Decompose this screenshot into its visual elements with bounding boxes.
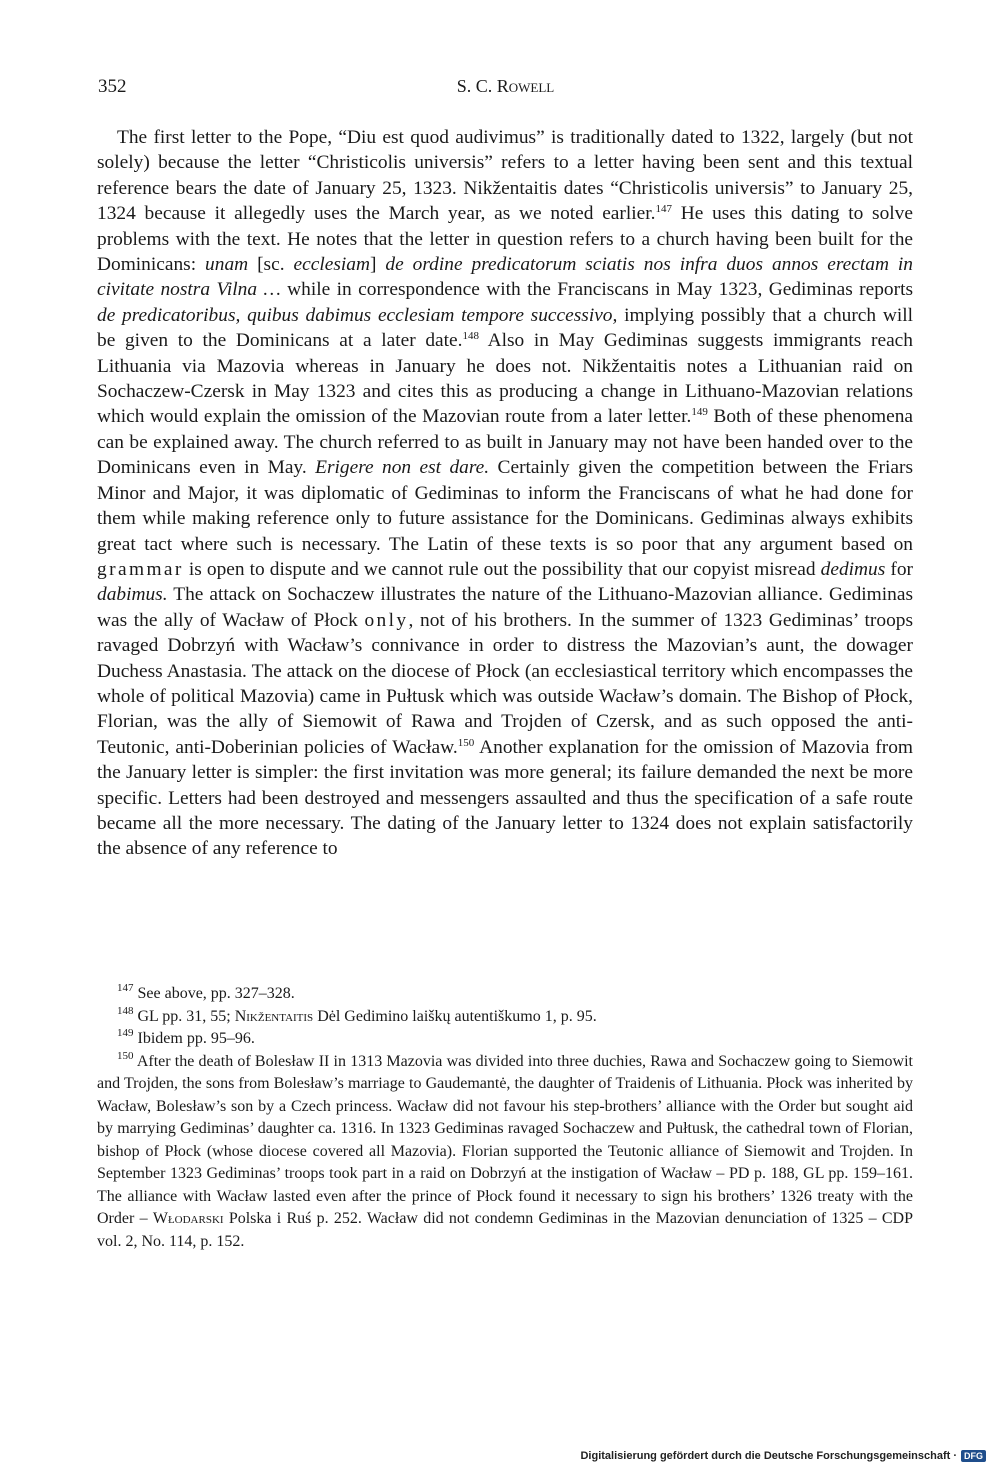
running-head-name: Rowell bbox=[496, 76, 555, 96]
latin-word: dabimus. bbox=[97, 584, 168, 606]
text-run: Both of these phenomena can be explained away. The church referred to as built in January may not have been handed over to the Dominicans even in May. bbox=[97, 406, 914, 479]
dfg-logo-icon: DFG bbox=[961, 1450, 986, 1462]
footnote-text: Dėl Gedimino laiškų autentiškumo 1, p. 95. bbox=[313, 1007, 597, 1025]
text-run: Certainly given the competition between the Friars Minor and Major, it was diplomatic of Gediminas to inform the Franciscans of what he had done for them while making reference only to future assistance for the Dominicans. Gediminas always exhibits great tact where such is necessary. The Latin of these texts is so poor that any argument based on bbox=[97, 457, 914, 555]
footnote-text: GL pp. 31, 55; bbox=[133, 1007, 235, 1025]
footnote-text: Polska i Ruś p. 252. Wacław did not condemn Gediminas in the Mazovian denunciation of 1325 – CDP vol. 2, No. 114, p. 152. bbox=[97, 1210, 914, 1250]
text-run: Another explanation for the omission of Mazovia from the January letter is simpler: the first invitation was more general; its failure demanded the next be more specific. Letters had been destroyed and messengers assaulted and thus the specification of a safe route became all the more necessary. The dating of the January letter to 1324 does not explain satisfactorily the absence of any reference to bbox=[97, 736, 913, 860]
text-run: , not of his brothers. In the summer of 1323 Gediminas’ troops ravaged Dobrzyń with Wacław’s connivance in order to distress the Mazovian’s aunt, the dowager Duchess Anastasia. The attack on the diocese of Płock (an ecclesiastical territory which encompasses the whole of political Mazovia) came in Pułtusk which was outside Wacław’s domain. The Bishop of Płock, Florian, was the ally of Siemowit of Rawa and Trojden of Czersk, and as such opposed the anti-Teutonic, anti-Doberinian policies of Wacław. bbox=[97, 609, 914, 758]
footnote-149 bbox=[97, 1028, 913, 1051]
text-run: while in correspondence with the Franciscans in May 1323, Gediminas reports bbox=[280, 279, 914, 301]
footnote-number: 148 bbox=[117, 1004, 134, 1017]
text-run: He uses this dating to solve problems with the text. He notes that the letter in question refers to a church having been built for the Dominicans: bbox=[97, 203, 913, 276]
latin-quote: de ordine predicatorum sciatis nos infra duos annos erectam in civitate nostra Vilna … bbox=[97, 254, 913, 301]
spaced-word: grammar bbox=[97, 558, 184, 580]
footnote-text: See above, pp. 327–328. bbox=[133, 985, 295, 1002]
latin-quote: ecclesiam bbox=[293, 254, 370, 276]
running-head bbox=[98, 76, 913, 97]
footnote-148 bbox=[97, 1006, 913, 1029]
footnote-147 bbox=[97, 983, 913, 1006]
text-run: for bbox=[885, 558, 913, 580]
footnote-ref-147: 147 bbox=[655, 203, 672, 216]
text-run: [sc. bbox=[248, 254, 294, 276]
footnote-150 bbox=[97, 1051, 913, 1254]
body-paragraph bbox=[97, 125, 913, 862]
latin-quote: de predicatoribus, quibus dabimus ecclesiam tempore successivo, bbox=[97, 304, 618, 326]
digitization-text: Digitalisierung gefördert durch die Deutsche Forschungsgemeinschaft · bbox=[580, 1450, 957, 1462]
text-run: The first letter to the Pope, “Diu est quod audivimus” is traditionally dated to 1322, largely (but not solely) because the letter “Christicolis universis” refers to a letter having been sent and this textual reference bears the date of January 25, 1323. Nikžentaitis dates “Christicolis universis” to January 25, 1324 because it allegedly uses the March year, as we noted earlier. bbox=[97, 127, 913, 225]
text-run: Also in May Gediminas suggests immigrants reach Lithuania via Mazovia whereas in January he does not. Nikžentaitis notes a Lithuanian raid on Sochaczew-Czersk in May 1323 and cites this as producing a change in Lithuano-Mazovian relations which would explain the omission of the Mazovian route from a later letter. bbox=[97, 330, 913, 428]
running-head-initials: S. C. bbox=[456, 76, 497, 96]
text-run: ] bbox=[369, 254, 386, 276]
footnotes bbox=[97, 983, 913, 1253]
footnote-number: 150 bbox=[117, 1049, 134, 1062]
latin-quote: unam bbox=[205, 254, 249, 276]
spaced-word: only bbox=[364, 609, 409, 631]
digitization-credit bbox=[580, 1450, 986, 1462]
text-run: implying possibly that a church will be given to the Dominicans at a later date. bbox=[97, 304, 913, 352]
page-number: 352 bbox=[98, 76, 127, 97]
footnote-number: 149 bbox=[117, 1027, 134, 1039]
latin-quote: Erigere non est dare. bbox=[315, 457, 490, 479]
footnote-text: Ibidem pp. 95–96. bbox=[133, 1030, 255, 1047]
text-run: The attack on Sochaczew illustrates the nature of the Lithuano-Mazovian alliance. Gediminas was the ally of Wacław of Płock bbox=[97, 584, 913, 631]
author-name: Włodarski bbox=[152, 1210, 224, 1227]
footnote-ref-150: 150 bbox=[457, 736, 475, 749]
page-header bbox=[98, 76, 913, 102]
author-name: Nikžentaitis bbox=[234, 1007, 314, 1025]
footnote-ref-148: 148 bbox=[462, 330, 479, 343]
footnote-text: After the death of Bolesław II in 1313 Mazovia was divided into three duchies, Rawa and Sochaczew going to Siemowit and Trojden, the sons from Bolesław’s marriage to Gaudemantė, the daughter of Traidenis of Lithuania. Płock was inherited by Wacław, Bolesław’s son by a Czech princess. Wacław did not favour his step-brothers’ alliance with the Order but sought aid by marrying Gediminas’ daughter ca. 1316. In 1323 Gediminas ravaged Sochaczew and Pułtusk, the cathedral town of Florian, bishop of Płock (whose diocese covered all Mazovia). Florian supported the Teutonic alliance of Siemowit and Trojden. In September 1323 Gediminas’ troops took part in a raid on Dobrzyń at the instigation of Wacław – PD p. 188, GL pp. 159–161. The alliance with Wacław lasted even after the prince of Płock found it necessary to sign his brothers’ 1326 treaty with the Order – bbox=[97, 1052, 913, 1227]
latin-word: dedimus bbox=[820, 558, 886, 580]
footnote-ref-149: 149 bbox=[691, 406, 708, 419]
footnote-number: 147 bbox=[117, 982, 134, 994]
text-run: is open to dispute and we cannot rule out the possibility that our copyist misread bbox=[183, 558, 821, 580]
